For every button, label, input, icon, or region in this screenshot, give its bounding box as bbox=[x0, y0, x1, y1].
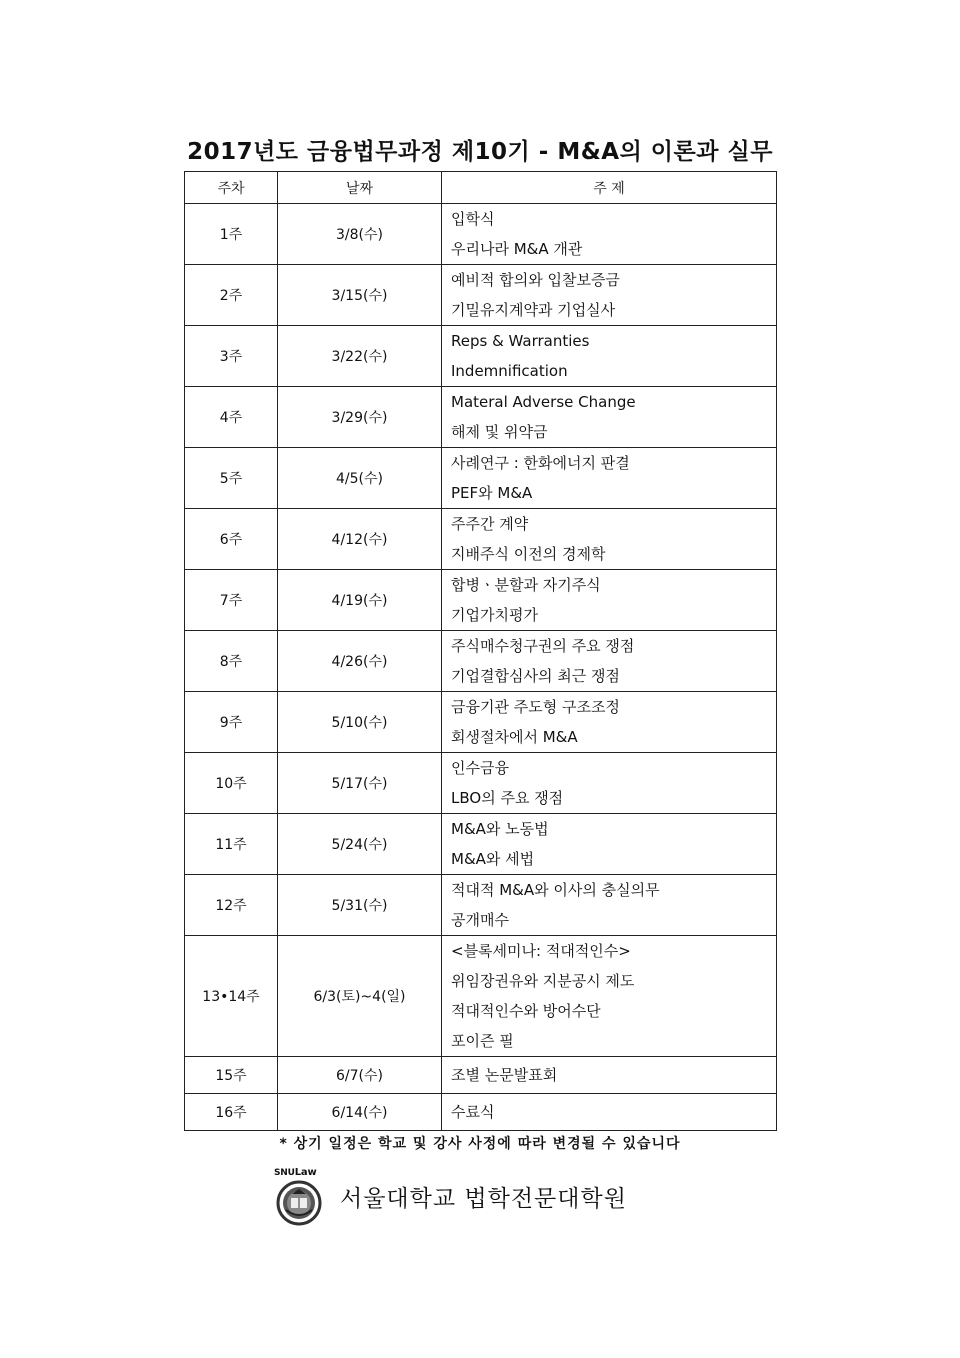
date-cell: 4/5(수) bbox=[278, 448, 442, 509]
table-row bbox=[185, 936, 777, 1057]
week-cell: 8주 bbox=[185, 631, 278, 692]
table-row bbox=[185, 814, 777, 875]
logo-tag-suffix: Law bbox=[294, 1167, 317, 1178]
topic-cell bbox=[442, 875, 777, 936]
logo-tag bbox=[274, 1168, 324, 1178]
table-row bbox=[185, 875, 777, 936]
topic-cell bbox=[442, 326, 777, 387]
topic-cell bbox=[442, 936, 777, 1057]
schedule-note: * 상기 일정은 학교 및 강사 사정에 따라 변경될 수 있습니다 bbox=[279, 1136, 681, 1152]
topic-cell bbox=[442, 265, 777, 326]
table-row bbox=[185, 1057, 777, 1094]
header-topic: 주 제 bbox=[442, 172, 777, 204]
topic-line: 조별 논문발표회 bbox=[451, 1066, 558, 1084]
week-cell: 7주 bbox=[185, 570, 278, 631]
topic-line: 인수금융 bbox=[451, 759, 509, 777]
date-cell: 3/15(수) bbox=[278, 265, 442, 326]
topic-line: 수료식 bbox=[451, 1103, 495, 1121]
topic-cell bbox=[442, 204, 777, 265]
snu-seal-icon bbox=[276, 1180, 322, 1226]
topic-cell bbox=[442, 509, 777, 570]
date-cell: 3/29(수) bbox=[278, 387, 442, 448]
topic-cell bbox=[442, 448, 777, 509]
table-row bbox=[185, 631, 777, 692]
topic-cell bbox=[442, 1094, 777, 1131]
table-row bbox=[185, 448, 777, 509]
topic-line: 금융기관 주도형 구조조정 bbox=[451, 698, 620, 716]
table-row bbox=[185, 204, 777, 265]
date-cell: 5/31(수) bbox=[278, 875, 442, 936]
topic-cell bbox=[442, 753, 777, 814]
date-cell: 4/12(수) bbox=[278, 509, 442, 570]
topic-line: 입학식 bbox=[451, 210, 495, 228]
header-date: 날짜 bbox=[278, 172, 442, 204]
topic-line: M&A와 세법 bbox=[451, 850, 535, 868]
week-cell: 5주 bbox=[185, 448, 278, 509]
date-cell: 3/8(수) bbox=[278, 204, 442, 265]
week-cell: 6주 bbox=[185, 509, 278, 570]
topic-line: 회생절차에서 M&A bbox=[451, 728, 578, 746]
topic-cell bbox=[442, 631, 777, 692]
topic-line: 해제 및 위약금 bbox=[451, 423, 548, 441]
topic-line: 기업결합심사의 최근 쟁점 bbox=[451, 667, 620, 685]
topic-line: Indemnification bbox=[451, 362, 568, 380]
date-cell: 4/26(수) bbox=[278, 631, 442, 692]
schedule-table bbox=[184, 171, 777, 1131]
topic-line: 우리나라 M&A 개관 bbox=[451, 240, 583, 258]
week-cell: 10주 bbox=[185, 753, 278, 814]
topic-cell bbox=[442, 1057, 777, 1094]
week-cell: 9주 bbox=[185, 692, 278, 753]
topic-line: M&A와 노동법 bbox=[451, 820, 549, 838]
topic-cell bbox=[442, 692, 777, 753]
week-cell: 4주 bbox=[185, 387, 278, 448]
topic-cell bbox=[442, 570, 777, 631]
header-week: 주차 bbox=[185, 172, 278, 204]
week-cell: 1주 bbox=[185, 204, 278, 265]
date-cell: 6/14(수) bbox=[278, 1094, 442, 1131]
topic-line: 적대적인수와 방어수단 bbox=[451, 1002, 601, 1020]
topic-line: LBO의 주요 쟁점 bbox=[451, 789, 564, 807]
table-row bbox=[185, 692, 777, 753]
date-cell: 6/7(수) bbox=[278, 1057, 442, 1094]
week-cell: 3주 bbox=[185, 326, 278, 387]
schedule-body bbox=[185, 204, 777, 1131]
topic-line: <블록세미나: 적대적인수> bbox=[451, 942, 631, 960]
header-row bbox=[185, 172, 777, 204]
week-cell: 13•14주 bbox=[185, 936, 278, 1057]
week-cell: 15주 bbox=[185, 1057, 278, 1094]
week-cell: 16주 bbox=[185, 1094, 278, 1131]
table-row bbox=[185, 1094, 777, 1131]
week-cell: 2주 bbox=[185, 265, 278, 326]
topic-line: 주주간 계약 bbox=[451, 515, 529, 533]
topic-line: Materal Adverse Change bbox=[451, 393, 636, 411]
topic-line: 지배주식 이전의 경제학 bbox=[451, 545, 606, 563]
date-cell: 4/19(수) bbox=[278, 570, 442, 631]
topic-line: 위임장권유와 지분공시 제도 bbox=[451, 972, 635, 990]
snu-law-logo bbox=[274, 1168, 324, 1226]
table-row bbox=[185, 265, 777, 326]
topic-line: 예비적 합의와 입찰보증금 bbox=[451, 271, 620, 289]
topic-line: 적대적 M&A와 이사의 충실의무 bbox=[451, 881, 660, 899]
table-row bbox=[185, 387, 777, 448]
topic-line: 사례연구 : 한화에너지 판결 bbox=[451, 454, 630, 472]
topic-line: 포이즌 필 bbox=[451, 1032, 514, 1050]
topic-line: 주식매수청구권의 주요 쟁점 bbox=[451, 637, 635, 655]
topic-line: 합병ㆍ분할과 자기주식 bbox=[451, 576, 601, 594]
page-title: 2017년도 금융법무과정 제10기 - M&A의 이론과 실무 bbox=[187, 139, 773, 165]
table-row bbox=[185, 326, 777, 387]
week-cell: 11주 bbox=[185, 814, 278, 875]
topic-line: 기업가치평가 bbox=[451, 606, 538, 624]
date-cell: 3/22(수) bbox=[278, 326, 442, 387]
school-name: 서울대학교 법학전문대학원 bbox=[340, 1186, 627, 1212]
date-cell: 5/24(수) bbox=[278, 814, 442, 875]
date-cell: 6/3(토)~4(일) bbox=[278, 936, 442, 1057]
topic-cell bbox=[442, 387, 777, 448]
week-cell: 12주 bbox=[185, 875, 278, 936]
topic-cell bbox=[442, 814, 777, 875]
table-row bbox=[185, 509, 777, 570]
logo-tag-prefix: SNU bbox=[274, 1168, 295, 1178]
table-row bbox=[185, 570, 777, 631]
topic-line: PEF와 M&A bbox=[451, 484, 533, 502]
topic-line: 공개매수 bbox=[451, 911, 509, 929]
date-cell: 5/17(수) bbox=[278, 753, 442, 814]
topic-line: Reps & Warranties bbox=[451, 332, 590, 350]
date-cell: 5/10(수) bbox=[278, 692, 442, 753]
topic-line: 기밀유지계약과 기업실사 bbox=[451, 301, 616, 319]
table-row bbox=[185, 753, 777, 814]
